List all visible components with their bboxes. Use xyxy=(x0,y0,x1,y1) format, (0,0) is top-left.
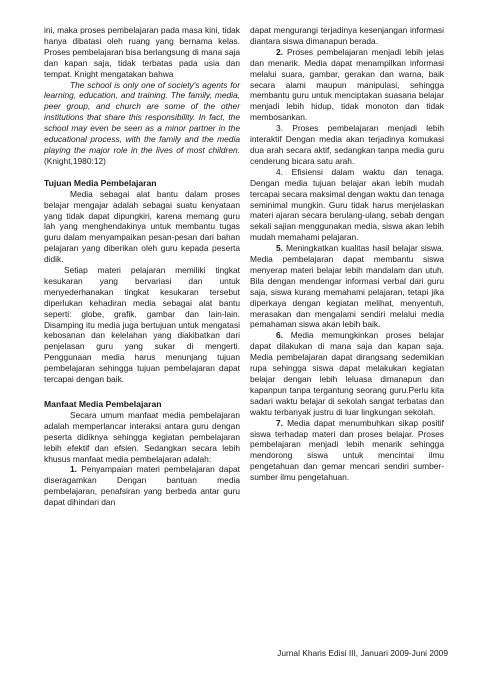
section-heading: Tujuan Media Pembelajaran xyxy=(44,177,157,188)
list-number: 7. xyxy=(276,417,283,428)
list-item-text: Media memungkinkan proses belajar dapat dilakukan di mana saja dan kapan saja. Media pembelajaran dapat dirangsang sedemikian rupa sehingga siswa dapat melakukan kegiatan belajar dengan lebih leluasa dimanapun dan kapanpun tanpa tergantung seorang guru.Perlu kita sadari waktu belajar di sekolah sangat terbatas dan waktu terbanyak justru di luar lingkungan sekolah. xyxy=(250,330,444,417)
list-item-text: Penyampaian materi pembelajaran dapat diseragamkan Dengan bantuan media pembelajaran, penafsiran yang berbeda antar guru dapat dihindari dan xyxy=(44,464,240,508)
journal-footer: Jurnal Kharis Edisi III, Januari 2009-Juni 2009 xyxy=(277,648,448,658)
list-item: 4. Efisiensi dalam waktu dan tenaga. Dengan media tujuan belajar akan lebih mudah tercapai secara maksimal dengan waktu dan tenaga seminimal mungkin. Guru tidak harus menjelaskan materi ajaran secara berulang-ulang, sebab dengan sekali sajian menggunakan media, siswa akan lebih mudah memahami pelajaran. xyxy=(250,166,444,243)
list-item xyxy=(44,464,240,508)
list-item xyxy=(250,418,444,483)
right-column xyxy=(250,25,444,483)
list-item-text: Proses pembelajaran menjadi lebih jelas dan menarik. Media dapat menampilkan informasi melalui suara, gambar, gerakan dan warna, baik secara alami maupun manipulasi, sehingga membantu guru untuk menciptakan suasana belajar menjadi lebih hidup, tidak monoton dan tidak membosankan. xyxy=(250,46,444,123)
paragraph: Media sebagai alat bantu dalam proses belajar mengajar adalah sebagai suatu kenyataan yang tidak dapat dipungkiri, karena memang guru lah yang menghendakinya untuk membantu tugas guru dalam menyampaikan pesan-pesan dari bahan pelajaran yang diberikan oleh guru kepada peserta didik. xyxy=(44,188,240,265)
list-item xyxy=(250,330,444,417)
list-number: 1. xyxy=(70,464,77,475)
paragraph: Setiap materi pelajaran memiliki tingkat kesukaran yang bervariasi dan untuk menyederhanakan tingkat kesukaran tersebut diperlukan kehadiran media sebagai alat bantu seperti: globe, grafik, gambar dan lain-lain. Disamping itu media juga bertujuan untuk mengatasi kebosanan dan kelelahan yang diakibatkan dari penjelasan guru yang sukar di mengerti. Penggunaan media harus menunjang tujuan pembelajaran sehingga tujuan pembelajaran dapat tercapai dengan baik. xyxy=(44,265,240,385)
list-number: 2. xyxy=(276,46,283,57)
section-heading: Manfaat Media Pembelajaran xyxy=(44,399,162,409)
paragraph: Secara umum manfaat media pembelajaran adalah memperlancar interaksi antara guru dengan peserta didiknya sehingga kegiatan pembelajaran lebih efektif dan efsien. Sedangkan secara lebih khusus manfaat media pembelajaran adalah: xyxy=(44,409,240,464)
list-number: 6. xyxy=(276,330,283,341)
list-item-text: Media dapat menumbuhkan sikap positif siswa terhadap materi dan proses belajar. Proses pembelajaran menjadi lebih menarik sehingga mendorong siswa untuk mencintai ilmu pengetahuan dan gemar mencari sendiri sumber-sumber ilmu pengetahuan. xyxy=(250,417,444,483)
left-column xyxy=(44,25,240,508)
list-item xyxy=(250,243,444,330)
paragraph: ini, maka proses pembelajaran pada masa kini, tidak hanya dibatasi oleh ruang yang bernama kelas. Proses pembelajaran bisa berlangsung di mana saja dan kapan saja, tidak terbatas pada usia dan tempat. Knight mengatakan bahwa xyxy=(44,25,240,79)
quote-citation: (Knight,1980:12) xyxy=(44,155,106,166)
list-number: 5. xyxy=(276,243,283,254)
quote-text: The school is only one of society's agents for learning, education, and training. The family, media, peer group, and church are some of the other institutions that share this responsibility. In fact, the school may even be seen as a minor partner in the educational process, with the family and the media playing the major role in the lives of most children. xyxy=(44,79,240,155)
paragraph: dapat mengurangi terjadinya kesenjangan informasi diantara siswa dimanapun berada. xyxy=(250,25,444,46)
block-quote xyxy=(44,80,240,167)
list-item-text: Meningkatkan kualitas hasil belajar siswa. Media pembelajaran dapat membantu siswa menyerap materi belajar lebih mandalam dan utuh. Bila dengan mendengar informasi verbal dari guru saja, siswa kurang memahami pelajaran, tetapi jika diperkaya dengan kegiatan melihat, menyentuh, merasakan dan mengalami sendiri melalui media pemahaman siswa akan lebih baik. xyxy=(250,243,444,330)
list-item xyxy=(250,47,444,123)
list-item: 3. Proses pembelajaran menjadi lebih interaktif Dengan media akan terjadinya komukasi dua arah secara aktif, sedangkan tanpa media guru cenderung bicara satu arah. xyxy=(250,123,444,166)
